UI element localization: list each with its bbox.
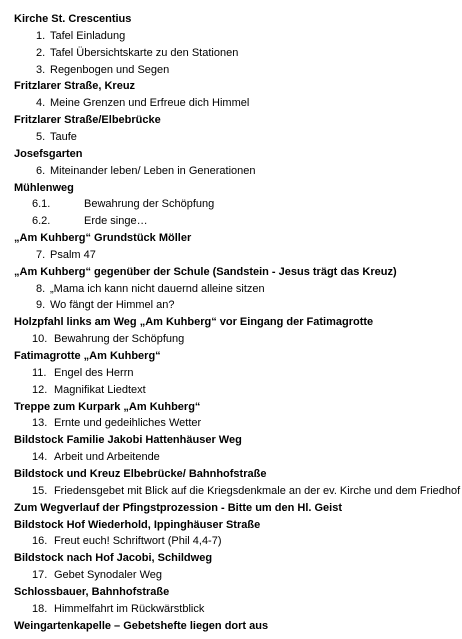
section-heading: Holzpfahl links am Weg „Am Kuhberg“ vor Eingang der Fatimagrotte	[14, 316, 374, 329]
list-item	[36, 164, 255, 178]
list-item-number: 7.	[36, 248, 46, 261]
section-heading: Weingartenkapelle – Gebetshefte liegen dort aus	[14, 619, 269, 632]
list-subitem	[32, 197, 214, 211]
list-item-text: Arbeit und Arbeitende	[54, 451, 160, 464]
section-heading: Bildstock Hof Wiederhold, Ippinghäuser Straße	[14, 518, 261, 531]
section-heading: Treppe zum Kurpark „Am Kuhberg“	[14, 400, 201, 413]
list-item-text: Tafel Übersichtskarte zu den Stationen	[50, 46, 239, 59]
list-item	[36, 282, 265, 296]
list-item-text: Miteinander leben/ Leben in Generationen	[50, 164, 256, 177]
list-item-number: 16.	[32, 535, 48, 548]
list-item	[36, 29, 125, 43]
list-item-text: Bewahrung der Schöpfung	[84, 198, 215, 211]
list-item	[36, 130, 77, 144]
list-item-number: 6.2.	[32, 215, 51, 228]
list-item-number: 14.	[32, 451, 48, 464]
list-item-number: 4.	[36, 97, 46, 110]
list-item-number: 5.	[36, 130, 46, 143]
list-item-number: 8.	[36, 282, 46, 295]
list-item-number: 10.	[32, 333, 48, 346]
list-item-text: „Mama ich kann nicht dauernd alleine sitzen	[50, 282, 265, 295]
list-item	[32, 383, 146, 397]
list-item	[32, 534, 222, 548]
section-heading: Josefsgarten	[14, 147, 83, 160]
list-item-number: 13.	[32, 417, 48, 430]
list-item	[32, 332, 184, 346]
list-item-number: 11.	[32, 366, 47, 379]
list-item	[36, 248, 96, 262]
list-item-text: Tafel Einladung	[50, 29, 126, 42]
list-item-number: 6.	[36, 164, 46, 177]
list-item-number: 12.	[32, 383, 48, 396]
list-item-text: Freut euch! Schriftwort (Phil 4,4-7)	[54, 535, 222, 548]
section-heading: Fritzlarer Straße, Kreuz	[14, 80, 136, 93]
list-item-number: 17.	[32, 569, 48, 582]
list-item	[36, 63, 169, 77]
list-item-text: Himmelfahrt im Rückwärstblick	[54, 602, 205, 615]
section-heading: Bildstock und Kreuz Elbebrücke/ Bahnhofstraße	[14, 467, 267, 480]
list-subitem	[32, 214, 148, 228]
section-heading: Bildstock Familie Jakobi Hattenhäuser Weg	[14, 434, 242, 447]
list-item-text: Gebet Synodaler Weg	[54, 569, 163, 582]
list-item	[36, 46, 238, 60]
section-heading: Bildstock nach Hof Jacobi, Schildweg	[14, 552, 213, 565]
list-item	[32, 568, 162, 582]
list-item-text: Regenbogen und Segen	[50, 63, 170, 76]
list-item-number: 2.	[36, 46, 46, 59]
list-item	[32, 366, 134, 380]
list-item-text: Friedensgebet mit Blick auf die Kriegsdenkmale an der ev. Kirche und dem Friedhof	[53, 484, 461, 497]
list-item	[36, 96, 249, 110]
list-item	[32, 450, 160, 464]
list-item-text: Ernte und gedeihliches Wetter	[54, 417, 202, 430]
section-heading: Kirche St. Crescentius	[14, 13, 132, 25]
list-item-number: 9.	[36, 299, 46, 312]
list-item	[32, 484, 460, 498]
list-item	[36, 298, 175, 312]
list-item-number: 3.	[36, 63, 46, 76]
list-item-number: 1.	[36, 29, 46, 42]
list-item-text: Engel des Herrn	[54, 366, 134, 379]
section-heading: Zum Wegverlauf der Pfingstprozession - Bitte um den Hl. Geist	[14, 501, 343, 514]
section-heading: Fritzlarer Straße/Elbebrücke	[14, 114, 161, 127]
list-item-number: 18.	[32, 602, 48, 615]
list-item-text: Erde singe…	[84, 215, 148, 228]
list-item-text: Meine Grenzen und Erfreue dich Himmel	[50, 97, 250, 110]
list-item-number: 15.	[32, 484, 48, 497]
section-heading: Mühlenweg	[14, 181, 74, 194]
list-item-text: Psalm 47	[50, 248, 96, 261]
list-item-text: Taufe	[50, 130, 77, 143]
section-heading: Fatimagrotte „Am Kuhberg“	[14, 350, 161, 362]
section-heading: „Am Kuhberg“ Grundstück Möller	[14, 232, 192, 245]
list-item-text: Wo fängt der Himmel an?	[50, 299, 175, 312]
list-item	[32, 602, 204, 616]
list-item-text: Bewahrung der Schöpfung	[54, 333, 185, 346]
list-item	[32, 416, 201, 430]
section-heading: Schlossbauer, Bahnhofstraße	[14, 585, 170, 598]
section-heading: „Am Kuhberg“ gegenüber der Schule (Sandstein - Jesus trägt das Kreuz)	[14, 265, 397, 278]
list-item-number: 6.1.	[32, 198, 51, 211]
list-item-text: Magnifikat Liedtext	[54, 383, 146, 396]
